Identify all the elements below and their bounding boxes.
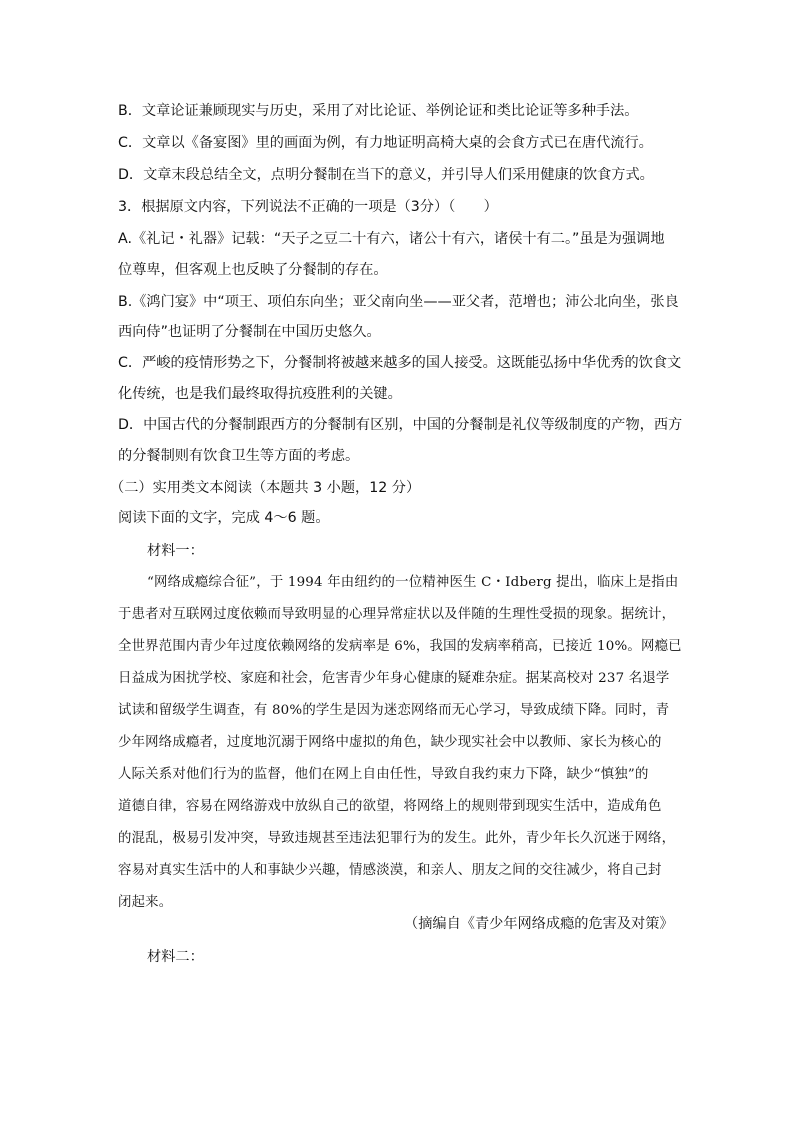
option-3a-line1: A.《礼记・礼器》记载：“天子之豆二十有六，诸公十有六，诸侯十有二。”虽是为强调地	[118, 231, 665, 247]
option-3a-line2: 位尊卑，但客观上也反映了分餐制的存在。	[118, 262, 388, 278]
material-1-line: 道德自律，容易在网络游戏中放纵自己的欲望，将网络上的规则带到现实生活中，造成角色	[118, 799, 662, 814]
option-2d: D．文章末段总结全文，点明分餐制在当下的意义，并引导人们采用健康的饮食方式。	[118, 167, 654, 183]
option-3d-line2: 的分餐制则有饮食卫生等方面的考虑。	[118, 448, 360, 464]
material-1-label: 材料一：	[147, 543, 204, 559]
option-2c: C．文章以《备宴图》里的画面为例，有力地证明高椅大桌的会食方式已在唐代流行。	[118, 135, 653, 151]
material-1-line: 容易对真实生活中的人和事缺少兴趣，情感淡漠，和亲人、朋友之间的交往减少，将自己封	[118, 863, 662, 878]
section-2-instruction: 阅读下面的文字，完成 4～6 题。	[118, 510, 330, 526]
option-3c-line1: C．严峻的疫情形势之下，分餐制将被越来越多的国人接受。这既能弘扬中华优秀的饮食文	[118, 355, 682, 371]
option-3b-line1: B.《鸿门宴》中“项王、项伯东向坐；亚父南向坐——亚父者，范增也；沛公北向坐，张良	[118, 294, 679, 310]
material-1-source: （摘编自《青少年网络成瘾的危害及对策》	[404, 916, 674, 932]
option-3d-line1: D．中国古代的分餐制跟西方的分餐制有区别，中国的分餐制是礼仪等级制度的产物，西方	[118, 417, 683, 433]
material-2-label: 材料二：	[147, 949, 204, 965]
option-2b: B．文章论证兼顾现实与历史，采用了对比论证、举例论证和类比论证等多种手法。	[118, 103, 639, 119]
material-1-line: 全世界范围内青少年过度依赖网络的发病率是 6%，我国的发病率稍高，已接近 10%。网瘾已	[118, 639, 682, 654]
material-1-line: 试读和留级学生调查，有 80%的学生是因为迷恋网络而无心学习，导致成绩下降。同时，青	[118, 703, 670, 718]
material-1-line: 闭起来。	[118, 895, 173, 910]
material-1-line: 于患者对互联网过度依赖而导致明显的心理异常症状以及伴随的生理性受损的现象。据统计，	[118, 607, 676, 622]
option-3b-line2: 西向侍”也证明了分餐制在中国历史悠久。	[118, 324, 381, 340]
material-1-line: 的混乱，极易引发冲突，导致违规甚至违法犯罪行为的发生。此外，青少年长久沉迷于网络，	[118, 831, 676, 846]
material-1-line: 人际关系对他们行为的监督，他们在网上自由任性，导致自我约束力下降，缺少“慎独”的	[118, 767, 649, 782]
material-1-line: 日益成为困扰学校、家庭和社会，危害青少年身心健康的疑难杂症。据某高校对 237 名退学	[118, 671, 670, 686]
question-3-stem: 3．根据原文内容，下列说法不正确的一项是（3分）（ ）	[118, 199, 498, 215]
material-1-line: 少年网络成瘾者，过度地沉溺于网络中虚拟的角色，缺少现实社会中以教师、家长为核心的	[118, 735, 662, 750]
material-1-line: “网络成瘾综合征”，于 1994 年由纽约的一位精神医生 C・Idberg 提出，临床上是指由	[147, 575, 679, 590]
section-2-heading: （二）实用类文本阅读（本题共 3 小题，12 分）	[110, 480, 421, 496]
option-3c-line2: 化传统，也是我们最终取得抗疫胜利的关键。	[118, 386, 402, 402]
